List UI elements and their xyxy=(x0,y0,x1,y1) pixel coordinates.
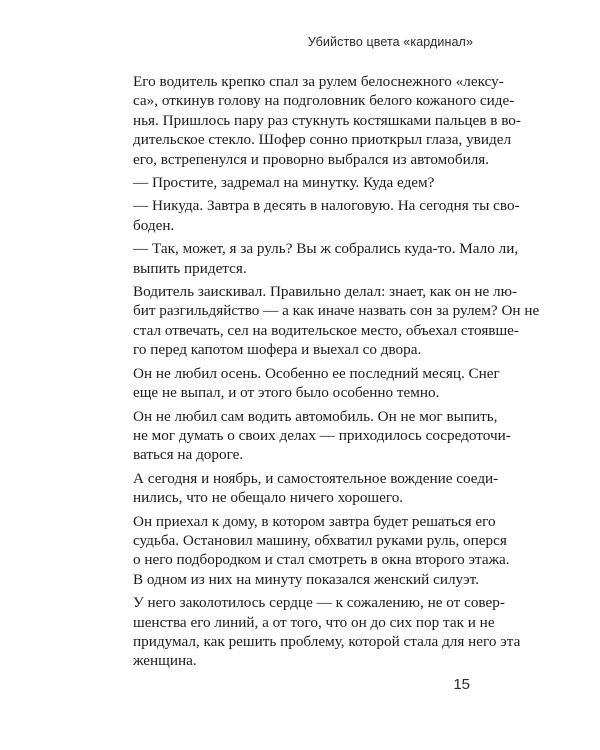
text-line: стал отвечать, сел на водительское место, объехал стоявше- xyxy=(133,321,519,339)
text-line: А сегодня и ноябрь, и самостоятельное вождение соеди- xyxy=(133,469,499,487)
text-line: — Никуда. Завтра в десять в налоговую. На сегодня ты сво- xyxy=(133,197,520,215)
paragraph xyxy=(116,239,519,278)
running-head: Убийство цвета «кардинал» xyxy=(307,35,473,49)
paragraph xyxy=(116,407,511,465)
paragraph xyxy=(116,196,520,235)
text-line: нья. Пришлось пару раз стукнуть костяшками пальцев в во- xyxy=(133,111,521,129)
text-line: Его водитель крепко спал за рулем белоснежного «лексу- xyxy=(133,73,504,90)
text-line: Водитель заискивал. Правильно делал: знает, как он не лю- xyxy=(133,283,518,301)
text-line: шенства его линий, а от того, что он до сих пор так и не xyxy=(133,613,495,631)
text-line: го перед капотом шофера и выехал со двора. xyxy=(133,341,422,359)
text-line: выпить придется. xyxy=(133,259,247,277)
text-line: не мог думать о своих делах — приходилось сосредоточи- xyxy=(133,426,511,444)
paragraph xyxy=(116,364,500,403)
text-line: придумал, как решить проблему, которой стала для него эта xyxy=(133,632,521,650)
text-line: Он приехал к дому, в котором завтра будет решаться его xyxy=(133,512,496,530)
paragraph xyxy=(116,512,510,590)
text-line: о него подбородком и стал смотреть в окна второго этажа. xyxy=(133,551,510,569)
text-line: В одном из них на минуту показался женский силуэт. xyxy=(133,570,479,588)
text-line: У него заколотилось сердце — к сожалению, не от совер- xyxy=(133,594,505,612)
text-line: Он не любил осень. Особенно ее последний месяц. Снег xyxy=(133,364,500,382)
text-line: бит разгильдяйство — а как иначе назвать сон за рулем? Он не xyxy=(133,302,540,320)
text-line: ваться на дороге. xyxy=(133,446,244,464)
body-text xyxy=(116,72,540,675)
text-line: его, встрепенулся и проворно выбрался из автомобиля. xyxy=(133,150,490,168)
page-number: 15 xyxy=(453,676,470,693)
text-line: дительское стекло. Шофер сонно приоткрыл глаза, увидел xyxy=(133,131,512,149)
text-line: еще не выпал, и от этого было особенно темно. xyxy=(133,384,440,402)
text-line: са», откинув голову на подголовник белого кожаного сиде- xyxy=(133,92,515,110)
text-line: женщина. xyxy=(133,652,197,670)
text-line: Он не любил сам водить автомобиль. Он не мог выпить, xyxy=(133,407,498,425)
text-line: судьба. Остановил машину, обхватил руками руль, оперся xyxy=(133,531,507,549)
text-line: — Простите, задремал на минутку. Куда едем? xyxy=(133,174,435,192)
paragraph xyxy=(116,173,474,192)
text-line: — Так, может, я за руль? Вы ж собрались куда-то. Мало ли, xyxy=(133,240,519,258)
paragraph xyxy=(116,593,521,671)
paragraph xyxy=(116,469,499,508)
paragraph xyxy=(116,72,521,169)
paragraph xyxy=(116,282,540,360)
text-line: боден. xyxy=(133,216,175,234)
text-line: нились, что не обещало ничего хорошего. xyxy=(133,489,404,507)
